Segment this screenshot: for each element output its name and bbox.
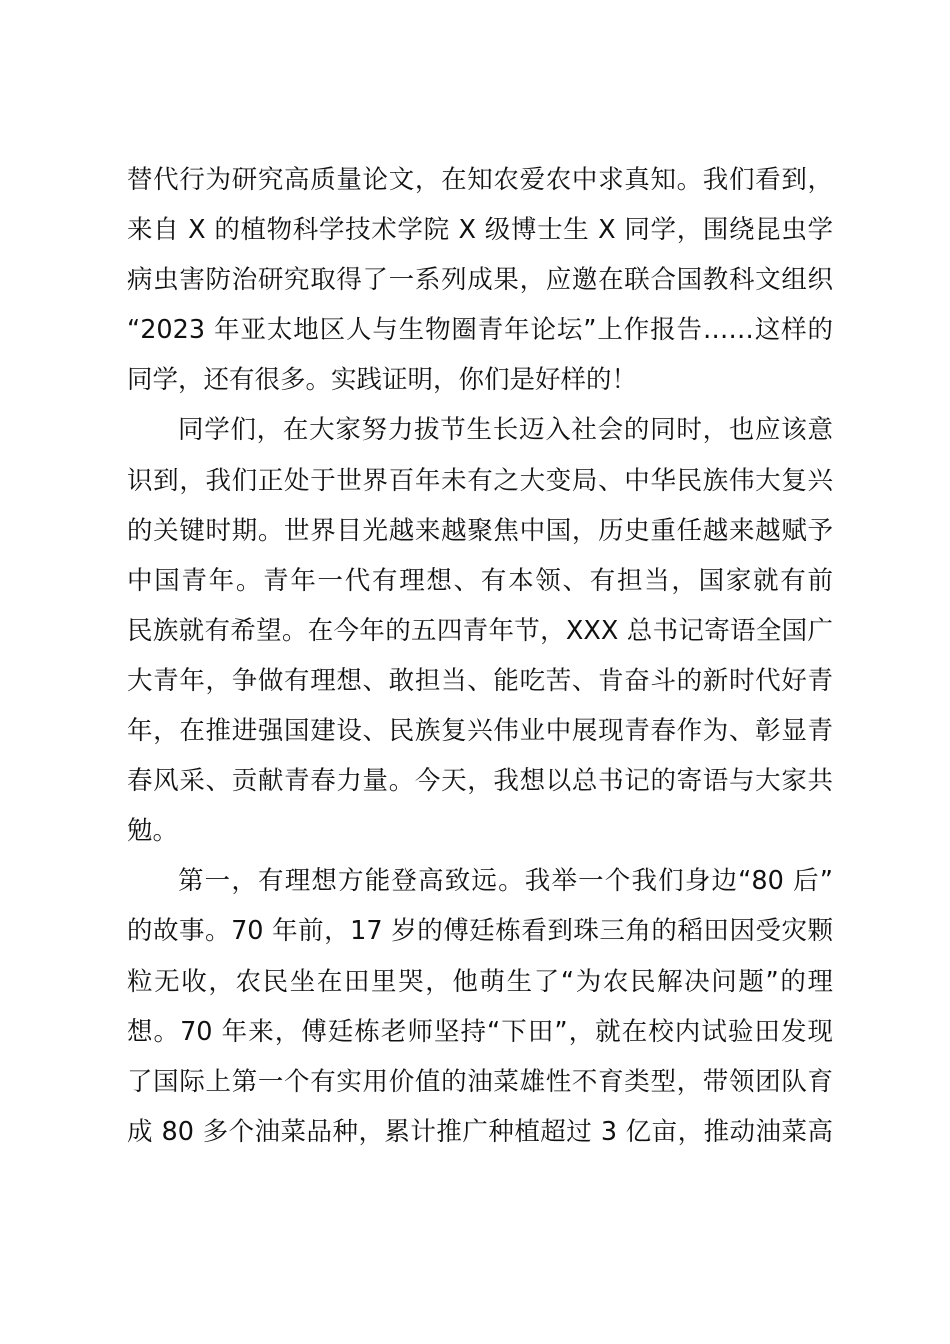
text-line-8: 的关键时期。世界目光越来越聚焦中国，历史重任越来越赋予	[127, 515, 833, 546]
body-text	[127, 155, 833, 1157]
text-line-16: 的故事。70 年前，17 岁的傅廷栋看到珠三角的稻田因受灾颗	[127, 916, 833, 947]
text-line-10: 民族就有希望。在今年的五四青年节，XXX 总书记寄语全国广	[127, 615, 833, 646]
text-line-1: 替代行为研究高质量论文，在知农爱农中求真知。我们看到，	[127, 165, 833, 195]
text-line-19: 了国际上第一个有实用价值的油菜雄性不育类型，带领团队育	[127, 1066, 833, 1097]
text-line-9: 中国青年。青年一代有理想、有本领、有担当，国家就有前	[127, 565, 833, 596]
text-line-12: 年，在推进强国建设、民族复兴伟业中展现青春作为、彰显青	[127, 716, 833, 747]
paragraph-start-line-15: 第一，有理想方能登高致远。我举一个我们身边“80 后”	[178, 866, 833, 897]
paragraph-start-line-6: 同学们，在大家努力拔节生长迈入社会的同时，也应该意	[178, 415, 833, 446]
text-line-2: 来自 X 的植物科学技术学院 X 级博士生 X 同学，围绕昆虫学	[127, 215, 833, 246]
text-line-13: 春风采、贡献青春力量。今天，我想以总书记的寄语与大家共	[127, 766, 833, 797]
text-line-18: 想。70 年来，傅廷栋老师坚持“下田”，就在校内试验田发现	[127, 1016, 833, 1047]
text-line-11: 大青年，争做有理想、敢担当、能吃苦、肯奋斗的新时代好青	[127, 665, 833, 696]
text-line-17: 粒无收，农民坐在田里哭，他萌生了“为农民解决问题”的理	[127, 966, 833, 997]
text-line-4: “2023 年亚太地区人与生物圈青年论坛”上作报告……这样的	[127, 315, 833, 346]
text-line-3: 病虫害防治研究取得了一系列成果，应邀在联合国教科文组织	[127, 265, 833, 296]
text-line-5: 同学，还有很多。实践证明，你们是好样的！	[127, 365, 638, 396]
text-line-7: 识到，我们正处于世界百年未有之大变局、中华民族伟大复兴	[127, 465, 833, 496]
text-line-14: 勉。	[127, 816, 179, 847]
text-line-20: 成 80 多个油菜品种，累计推广种植超过 3 亿亩，推动油菜高	[127, 1116, 833, 1147]
